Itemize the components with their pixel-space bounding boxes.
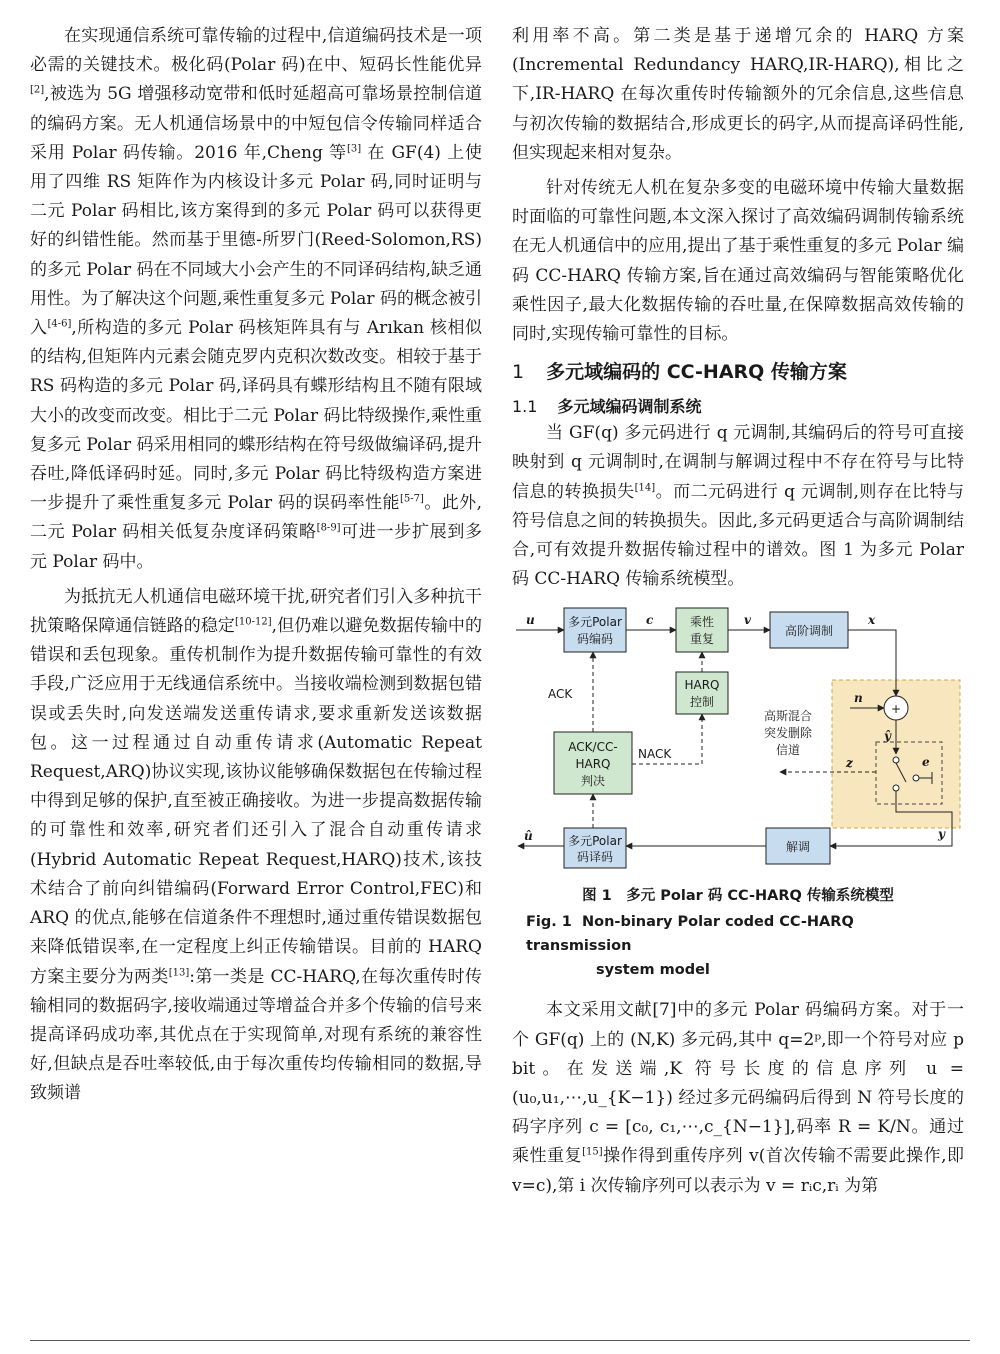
paragraph-harq-intro: 为抵抗无人机通信电磁环境干扰,研究者们引入多种抗干扰策略保障通信链路的稳定[10-12],但仍难以避免数据传输中的错误和丢包现象。重传机制作为提升数据传输可靠性的有效手段,广泛应用于无线通信系统中。当接收端检测到数据包错误或丢失时,向发送端发送重传请求,要求重新发送该数据包。这一过程通过自动重传请求(Automatic Repeat Request,ARQ)协议实现,该协议能够确保数据包在传输过程中得到足够的保护,直至被正确接收。为进一步提高数据传输的可靠性和效率,研究者们还引入了混合自动重传请求(Hybrid Automatic Repeat Request,HARQ)技术,该技术结合了前向纠错编码(Forward Error Control,FEC)和 ARQ 的优点,能够在信道条件不理想时,通过重传错误数据包来降低错误率,在一定程度上纠正传输错误。目前的 HARQ 方案主要分为两类[13]:第一类是 CC-HARQ,在每次重传时传输相同的数据码字,接收端通过等增益合并多个传输的信号来提高译码成功率,其优点在于实现简单,对现有系统的兼容性好,但缺点是吞吐率较低,由于每次重传均传输相同的数据,导致频谱 [30, 586, 483, 1104]
signal-uhat: û [524, 829, 533, 844]
channel-label-3: 信道 [775, 743, 801, 758]
adder-plus: + [890, 702, 902, 717]
system-model-figure [512, 602, 964, 882]
subsection-heading: 1.1 多元域编码调制系统 [512, 397, 702, 417]
signal-x: x [868, 613, 876, 628]
paragraph-contribution: 针对传统无人机在复杂多变的电磁环境中传输大量数据时面临的可靠性问题,本文深入探讨了高效编码调制传输系统在无人机通信中的应用,提出了基于乘性重复的多元 Polar 编码 CC-HARQ 传输方案,旨在通过高效编码与智能策略优化乘性因子,最大化数据传输的吞吐量,在保障数据高效传输的同时,实现传输可靠性的目标。 [512, 178, 964, 345]
signal-u: u [526, 613, 535, 628]
modulation-label: 高阶调制 [784, 624, 834, 639]
channel-label-2: 突发删除 [763, 726, 813, 741]
encoder-label-2: 码编码 [576, 632, 614, 647]
figure-caption-en: Fig. 1 Non-binary Polar coded CC-HARQ transmission system model [526, 914, 854, 979]
encoder-label-1: 多元Polar [568, 615, 622, 630]
signal-c: c [646, 613, 654, 628]
signal-z: z [846, 756, 853, 771]
decision-label-3: 判决 [580, 774, 606, 789]
demod-label: 解调 [785, 840, 811, 855]
paragraph-modulation: 当 GF(q) 多元码进行 q 元调制,其编码后的符号可直接映射到 q 元调制时,在调制与解调过程中不存在符号与比特信息的转换损失[14]。而二元码进行 q 元调制,则存在比特与符号信息之间的转换损失。因此,多元码更适合与高阶调制结合,可有效提升数据传输过程中的谱效。图 1 为多元 Polar 码 CC-HARQ 传输系统模型。 [512, 423, 965, 590]
repeat-label-2: 重复 [689, 632, 715, 647]
paragraph-encoding-scheme: 本文采用文献[7]中的多元 Polar 码编码方案。对于一个 GF(q) 上的 (N,K) 多元码,其中 q=2ᵖ,即一个符号对应 p bit。在发送端,K 符号长度的信息序列 u = (u₀,u₁,⋯,u_{K−1}) 经过多元码编码后得到 N 符号长度的码字序列 c = [c₀, c₁,⋯,c_{N−1}],码率 R = K/N。通过乘性重复[15]操作得到重传序列 v(首次传输不需要此操作,即 v=c),第 i 次传输序列可以表示为 v = rᵢc,rᵢ 为第 [512, 1000, 965, 1196]
decoder-label-2: 码译码 [576, 850, 614, 865]
left-column [30, 22, 482, 1115]
signal-y: y [938, 827, 945, 842]
signal-n: n [854, 691, 863, 706]
decision-label-1: ACK/CC- [568, 740, 618, 755]
signal-v: v [744, 613, 751, 628]
decision-label-2: HARQ [575, 757, 611, 772]
ack-label: ACK [548, 687, 573, 702]
paragraph-ir-harq: 利用率不高。第二类是基于递增冗余的 HARQ 方案(Incremental Redundancy HARQ,IR-HARQ),相比之下,IR-HARQ 在每次重传时传输额外的冗余信息,这些信息与初次传输的数据结合,形成更长的码字,从而提高译码性能,但实现起来相对复杂。 [512, 26, 964, 163]
channel-label-1: 高斯混合 [763, 709, 813, 724]
signal-e: e [922, 755, 930, 770]
paragraph-polar-intro: 在实现通信系统可靠传输的过程中,信道编码技术是一项必需的关键技术。极化码(Polar 码)在中、短码长性能优异[2],被选为 5G 增强移动宽带和低时延超高可靠场景控制信道的编码方案。无人机通信场景中的中短包信令传输同样适合采用 Polar 码传输。2016 年,Cheng 等[3] 在 GF(4) 上使用了四维 RS 矩阵作为内核设计多元 Polar 码,同时证明与二元 Polar 码相比,该方案得到的多元 Polar 码可以获得更好的纠错性能。然而基于里德-所罗门(Reed-Solomon,RS)的多元 Polar 码在不同域大小会产生的不同译码结构,缺乏通用性。为了解决这个问题,乘性重复多元 Polar 码的概念被引入[4-6],所构造的多元 Polar 码核矩阵具有与 Arıkan 核相似的结构,但矩阵内元素会随克罗内克积次数改变。相较于基于 RS 码构造的多元 Polar 码,译码具有蝶形结构且不随有限域大小的改变而改变。相比于二元 Polar 码比特级操作,乘性重复多元 Polar 码采用相同的蝶形结构在符号级做编译码,提升吞吐,降低译码时延。同时,多元 Polar 码比特级构造方案进一步提升了乘性重复多元 Polar 码的误码率性能[5-7]。此外,二元 Polar 码相关低复杂度译码策略[8-9]可进一步扩展到多元 Polar 码中。 [30, 26, 483, 572]
right-column [512, 22, 964, 1207]
harq-label-2: 控制 [689, 695, 715, 710]
harq-label-1: HARQ [684, 678, 720, 693]
repeat-label-1: 乘性 [689, 615, 715, 630]
decoder-label-1: 多元Polar [568, 834, 622, 849]
section-heading: 1 多元域编码的 CC-HARQ 传输方案 [512, 361, 847, 384]
signal-yhat: ŷ [884, 729, 891, 744]
nack-label: NACK [638, 747, 672, 762]
footer-rule [30, 1340, 970, 1341]
figure-caption-zh: 图 1 多元 Polar 码 CC-HARQ 传输系统模型 [582, 888, 894, 905]
